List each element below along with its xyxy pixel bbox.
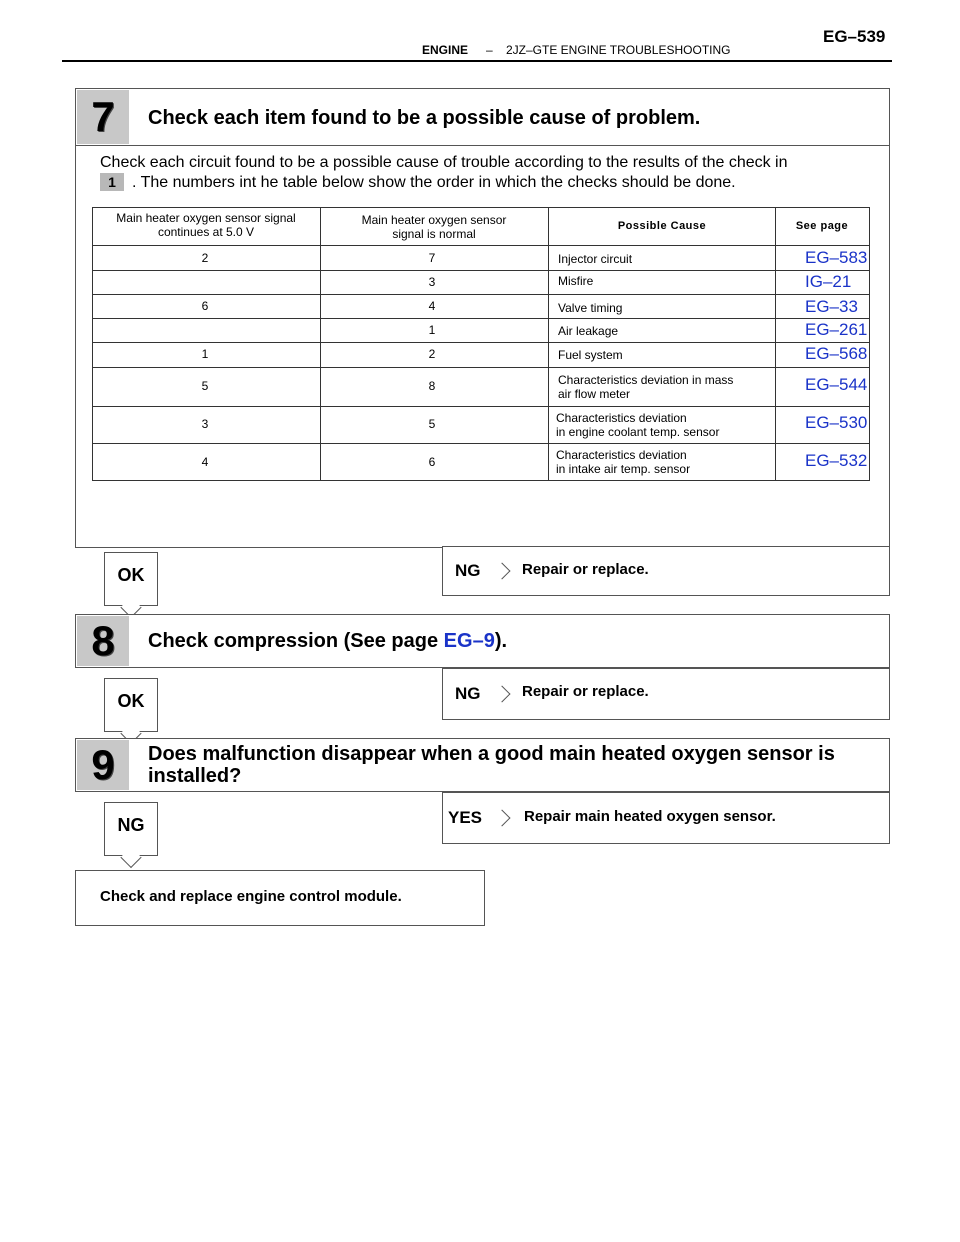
step7-ng-result: Repair or replace. [522, 561, 649, 578]
table-cell-cause: Injector circuit [558, 252, 633, 266]
table-cell-cause-line1: Characteristics deviation in mass [558, 373, 734, 387]
table-cell-cause: Misfire [558, 274, 594, 288]
table-cell-page-link[interactable]: IG–21 [805, 272, 852, 291]
header-subsection: 2JZ–GTE ENGINE TROUBLESHOOTING [506, 43, 731, 57]
table-cell-b: 3 [428, 275, 436, 289]
step8-title [148, 630, 507, 652]
step8-ng-label: NG [455, 684, 481, 703]
step8-title-suffix: ). [494, 630, 508, 652]
table-header-col1: Main heater oxygen sensor signal continues at 5.0 V [116, 211, 296, 239]
step7-title: Check each item found to be a possible cause of problem. [148, 107, 701, 129]
table-cell-b: 4 [428, 299, 436, 313]
table-header-col4: See page [795, 220, 849, 232]
step9-title-line1: Does malfunction disappear when a good main heated oxygen sensor is [148, 743, 835, 765]
table-cell-cause: Air leakage [558, 324, 619, 338]
header-separator: – [486, 43, 493, 57]
table-cell-page-link[interactable]: EG–583 [805, 248, 868, 267]
table-cell-a: 6 [201, 299, 209, 313]
step9-title-line2: installed? [148, 765, 242, 787]
header-section: ENGINE [422, 43, 469, 57]
table-cell-b: 1 [428, 323, 436, 337]
step9-yes-label: YES [448, 808, 483, 827]
table-cell-page-link[interactable]: EG–568 [805, 344, 868, 363]
table-cell-b: 6 [428, 455, 436, 469]
cause-table [92, 207, 870, 481]
step9-yes-result: Repair main heated oxygen sensor. [524, 808, 776, 825]
table-cell-b: 5 [428, 417, 436, 431]
page-number: EG–539 [823, 27, 886, 46]
table-cell-page-link[interactable]: EG–261 [805, 320, 868, 339]
step7-intro-line2-wrap [100, 173, 736, 193]
step7-intro-line1: Check each circuit found to be a possible cause of trouble according to the results of the check in [100, 154, 788, 171]
table-cell-cause-line1: Characteristics deviation [556, 448, 687, 462]
table-cell-cause: Valve timing [558, 301, 623, 315]
step8-ok-tag: OK [104, 678, 158, 732]
step7-number: 7 [77, 90, 129, 144]
step8-title-prefix: Check compression (See page [148, 630, 444, 652]
table-cell-a: 3 [201, 417, 209, 431]
step9-ng-tag: NG [104, 802, 158, 856]
table-cell-a: 1 [201, 347, 209, 361]
table-cell-page-link[interactable]: EG–530 [805, 413, 868, 432]
header-rule [62, 60, 892, 62]
table-cell-b: 7 [428, 251, 436, 265]
table-cell-cause-line2: air flow meter [558, 387, 631, 401]
table-cell-cause-line2: in engine coolant temp. sensor [556, 425, 720, 439]
step8-number: 8 [77, 616, 129, 666]
table-cell-cause: Fuel system [558, 348, 623, 362]
table-cell-page-link[interactable]: EG–532 [805, 451, 868, 470]
table-cell-a: 4 [201, 455, 209, 469]
step9-number: 9 [77, 740, 129, 790]
table-cell-a: 2 [201, 251, 209, 265]
table-cell-cause-line1: Characteristics deviation [556, 411, 687, 425]
table-cell-b: 8 [428, 379, 436, 393]
table-header-col3: Possible Cause [617, 220, 707, 232]
table-cell-cause-line2: in intake air temp. sensor [556, 462, 691, 476]
step7-ok-tag: OK [104, 552, 158, 606]
step7-intro-line2: . The numbers int he table below show the order in which the checks should be done. [132, 174, 736, 191]
step8-ng-result: Repair or replace. [522, 683, 649, 700]
table-cell-page-link[interactable]: EG–33 [805, 297, 858, 316]
step1-reference-badge: 1 [100, 173, 124, 191]
step8-page-link[interactable]: EG–9 [443, 630, 495, 652]
table-cell-page-link[interactable]: EG–544 [805, 375, 868, 394]
step7-ng-label: NG [455, 561, 481, 580]
table-header-col2: Main heater oxygen sensor signal is normal [361, 213, 507, 241]
table-cell-b: 2 [428, 347, 436, 361]
table-cell-a: 5 [201, 379, 209, 393]
final-action-text: Check and replace engine control module. [100, 888, 402, 905]
